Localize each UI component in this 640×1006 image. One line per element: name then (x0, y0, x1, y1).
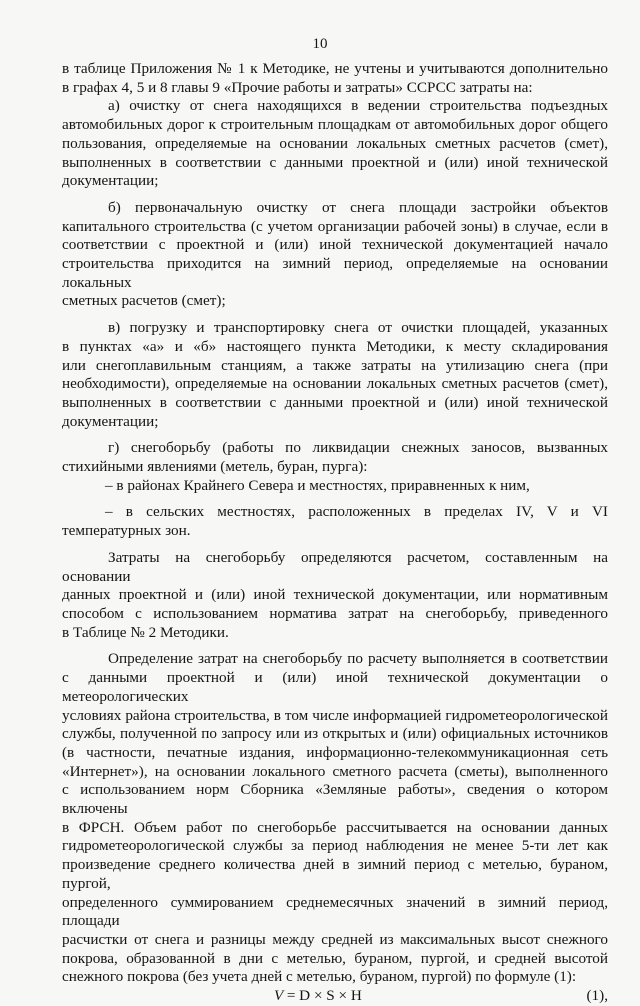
text-line: – в районах Крайнего Севера и местностях, приравненных к ним, (105, 476, 530, 494)
text-line: «Интернет»), на основании локального сметного расчета (сметы), выполненного (62, 762, 608, 780)
text-line: в) погрузку и транспортировку снега от очистки площадей, указанных (108, 319, 608, 337)
text-line: сметных расчетов (смет); (62, 292, 226, 310)
text-line: документации; (62, 172, 159, 190)
text-line: а) очистку от снега находящихся в ведении строительства подъездных (108, 97, 608, 115)
text-line: или снегоплавильным станциям, а также затраты на утилизацию снега (при (62, 356, 608, 374)
text-line: выполненных в соответствии с данными проектной и (или) иной технической (62, 393, 608, 411)
text-line: снежного покрова (без учета дней с метелью, бураном, пургой) по формуле (1): (62, 968, 577, 986)
text-line: автомобильных дорог к строительным площадкам от автомобильных дорог общего (62, 116, 608, 134)
text-line: соответствии с проектной и (или) иной технической документацией начало (62, 236, 608, 254)
text-line: с данными проектной и (или) иной технической документации о метеорологических (62, 669, 608, 705)
text-line: строительства приходится на зимний период, определяемые на основании локальных (62, 255, 608, 291)
text-line: в графах 4, 5 и 8 главы 9 «Прочие работы и затраты» ССРСС затраты на: (62, 78, 533, 96)
item-v (62, 319, 608, 431)
text-line: Определение затрат на снегоборьбу по расчету выполняется в соответствии (108, 650, 608, 668)
text-line: определенного суммированием среднемесячных значений в зимний период, площади (62, 893, 608, 930)
formula-variable-v: V (274, 987, 284, 1005)
text-line: расчистки от снега и разницы между средней из максимальных высот снежного (62, 930, 608, 948)
formula-rhs: = D × S × H (286, 987, 362, 1005)
text-line: пользования, определяемые на основании локальных сметных расчетов (смет), (62, 134, 608, 152)
formula-number: (1), (586, 987, 608, 1005)
text-line: в таблице Приложения № 1 к Методике, не учтены и учитываются дополнительно (62, 60, 608, 77)
formula-expression (274, 987, 362, 1006)
text-line: условиях района строительства, в том числе информацией гидрометеорологической (62, 706, 608, 724)
item-g (62, 439, 608, 476)
text-line: с использованием норм Сборника «Земляные работы», сведения о котором включены (62, 781, 608, 818)
text-line: капитального строительства (с учетом организации рабочей зоны) в случае, если в (62, 217, 608, 235)
text-line: г) снегоборьбу (работы по ликвидации снежных заносов, вызванных (108, 439, 608, 457)
document-body (62, 60, 608, 1006)
dash-item-1 (62, 477, 608, 496)
paragraph-calculation (62, 650, 608, 987)
text-line: в пунктах «а» и «б» настоящего пункта Методики, к месту складирования (62, 337, 608, 355)
item-b (62, 199, 608, 311)
text-line: службы, полученной по запросу или из открытых и (или) официальных источников (62, 725, 608, 743)
formula-1 (62, 987, 608, 1006)
text-line: покрова, образованной в дни с метелью, бураном, пургой, и средней высотой (62, 949, 608, 967)
text-line: произведение среднего количества дней в зимний период с метелью, бураном, пургой, (62, 856, 608, 892)
text-line: документации; (62, 412, 159, 430)
text-line: способом с использованием норматива затрат на снегоборьбу, приведенного (62, 604, 608, 622)
text-line: в ФРСН. Объем работ по снегоборьбе рассчитывается на основании данных (62, 818, 608, 836)
text-line: – в сельских местностях, расположенных в пределах IV, V и VI (105, 503, 608, 521)
text-line: данных проектной и (или) иной технической документации, или нормативным (62, 586, 608, 604)
paragraph-snow-costs (62, 549, 608, 643)
item-a (62, 97, 608, 191)
text-line: необходимости), определяемые на основании локальных сметных расчетов (смет), (62, 375, 608, 393)
text-line: б) первоначальную очистку от снега площади застройки объектов (108, 198, 608, 216)
text-line: температурных зон. (62, 522, 191, 540)
text-line: стихийными явлениями (метель, буран, пурга): (62, 458, 368, 476)
page-number: 10 (312, 36, 328, 52)
dash-item-2 (62, 503, 608, 540)
text-line: в Таблице № 2 Методики. (62, 623, 229, 641)
text-line: выполненных в соответствии с данными проектной и (или) иной технической (62, 153, 608, 171)
intro-paragraph (62, 60, 608, 97)
text-line: гидрометеорологической службы за период наблюдения не менее 5-ти лет как (62, 837, 608, 855)
text-line: Затраты на снегоборьбу определяются расчетом, составленным на основании (62, 548, 608, 585)
text-line: (в частности, печатные издания, информационно-телекоммуникационная сеть (62, 743, 608, 761)
